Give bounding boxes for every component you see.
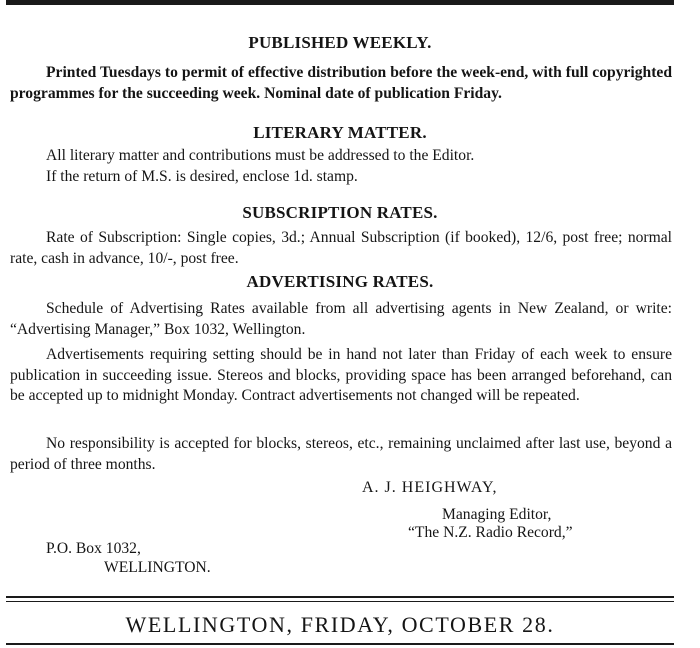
published-weekly-heading: PUBLISHED WEEKLY. — [248, 33, 432, 52]
dateline-bottom-rule — [6, 643, 674, 645]
dateline: WELLINGTON, FRIDAY, OCTOBER 28. — [125, 612, 555, 637]
signature-publication: “The N.Z. Radio Record,” — [408, 524, 573, 541]
dateline-top-rule — [6, 596, 674, 602]
literary-line-2: If the return of M.S. is desired, enclose 1d. stamp. — [46, 168, 358, 185]
literary-matter-heading: LITERARY MATTER. — [253, 123, 427, 142]
advertising-rates-heading: ADVERTISING RATES. — [246, 272, 434, 291]
signature-title: Managing Editor, — [442, 506, 552, 523]
address-box: P.O. Box 1032, — [46, 540, 141, 557]
advertising-paragraph-2: Advertisements requiring setting should be in hand not later than Friday of each week to ensure publication in succeeding issue. Stereos and blocks, providing space has been arranged beforehand, can be accepted up to midnight Monday. Contract advertisements not changed will be repeated. — [10, 346, 672, 404]
literary-line-1: All literary matter and contributions must be addressed to the Editor. — [46, 147, 475, 164]
publishing-paragraph: Printed Tuesdays to permit of effective distribution before the week-end, with full copyrighted programmes for the succeeding week. Nominal date of publication Friday. — [10, 64, 672, 102]
address-city: WELLINGTON. — [104, 559, 211, 576]
advertising-paragraph-1: Schedule of Advertising Rates available from all advertising agents in New Zealand, or write: “Advertising Manager,” Box 1032, Wellington. — [10, 300, 672, 338]
advertising-paragraph-3: No responsibility is accepted for blocks, stereos, etc., remaining unclaimed after last use, beyond a period of three months. — [10, 435, 672, 473]
subscription-paragraph: Rate of Subscription: Single copies, 3d.; Annual Subscription (if booked), 12/6, post free; normal rate, cash in advance, 10/-, post free. — [10, 229, 672, 267]
signature-name: A. J. HEIGHWAY, — [362, 479, 498, 496]
top-rule — [6, 0, 674, 5]
subscription-rates-heading: SUBSCRIPTION RATES. — [242, 203, 438, 222]
